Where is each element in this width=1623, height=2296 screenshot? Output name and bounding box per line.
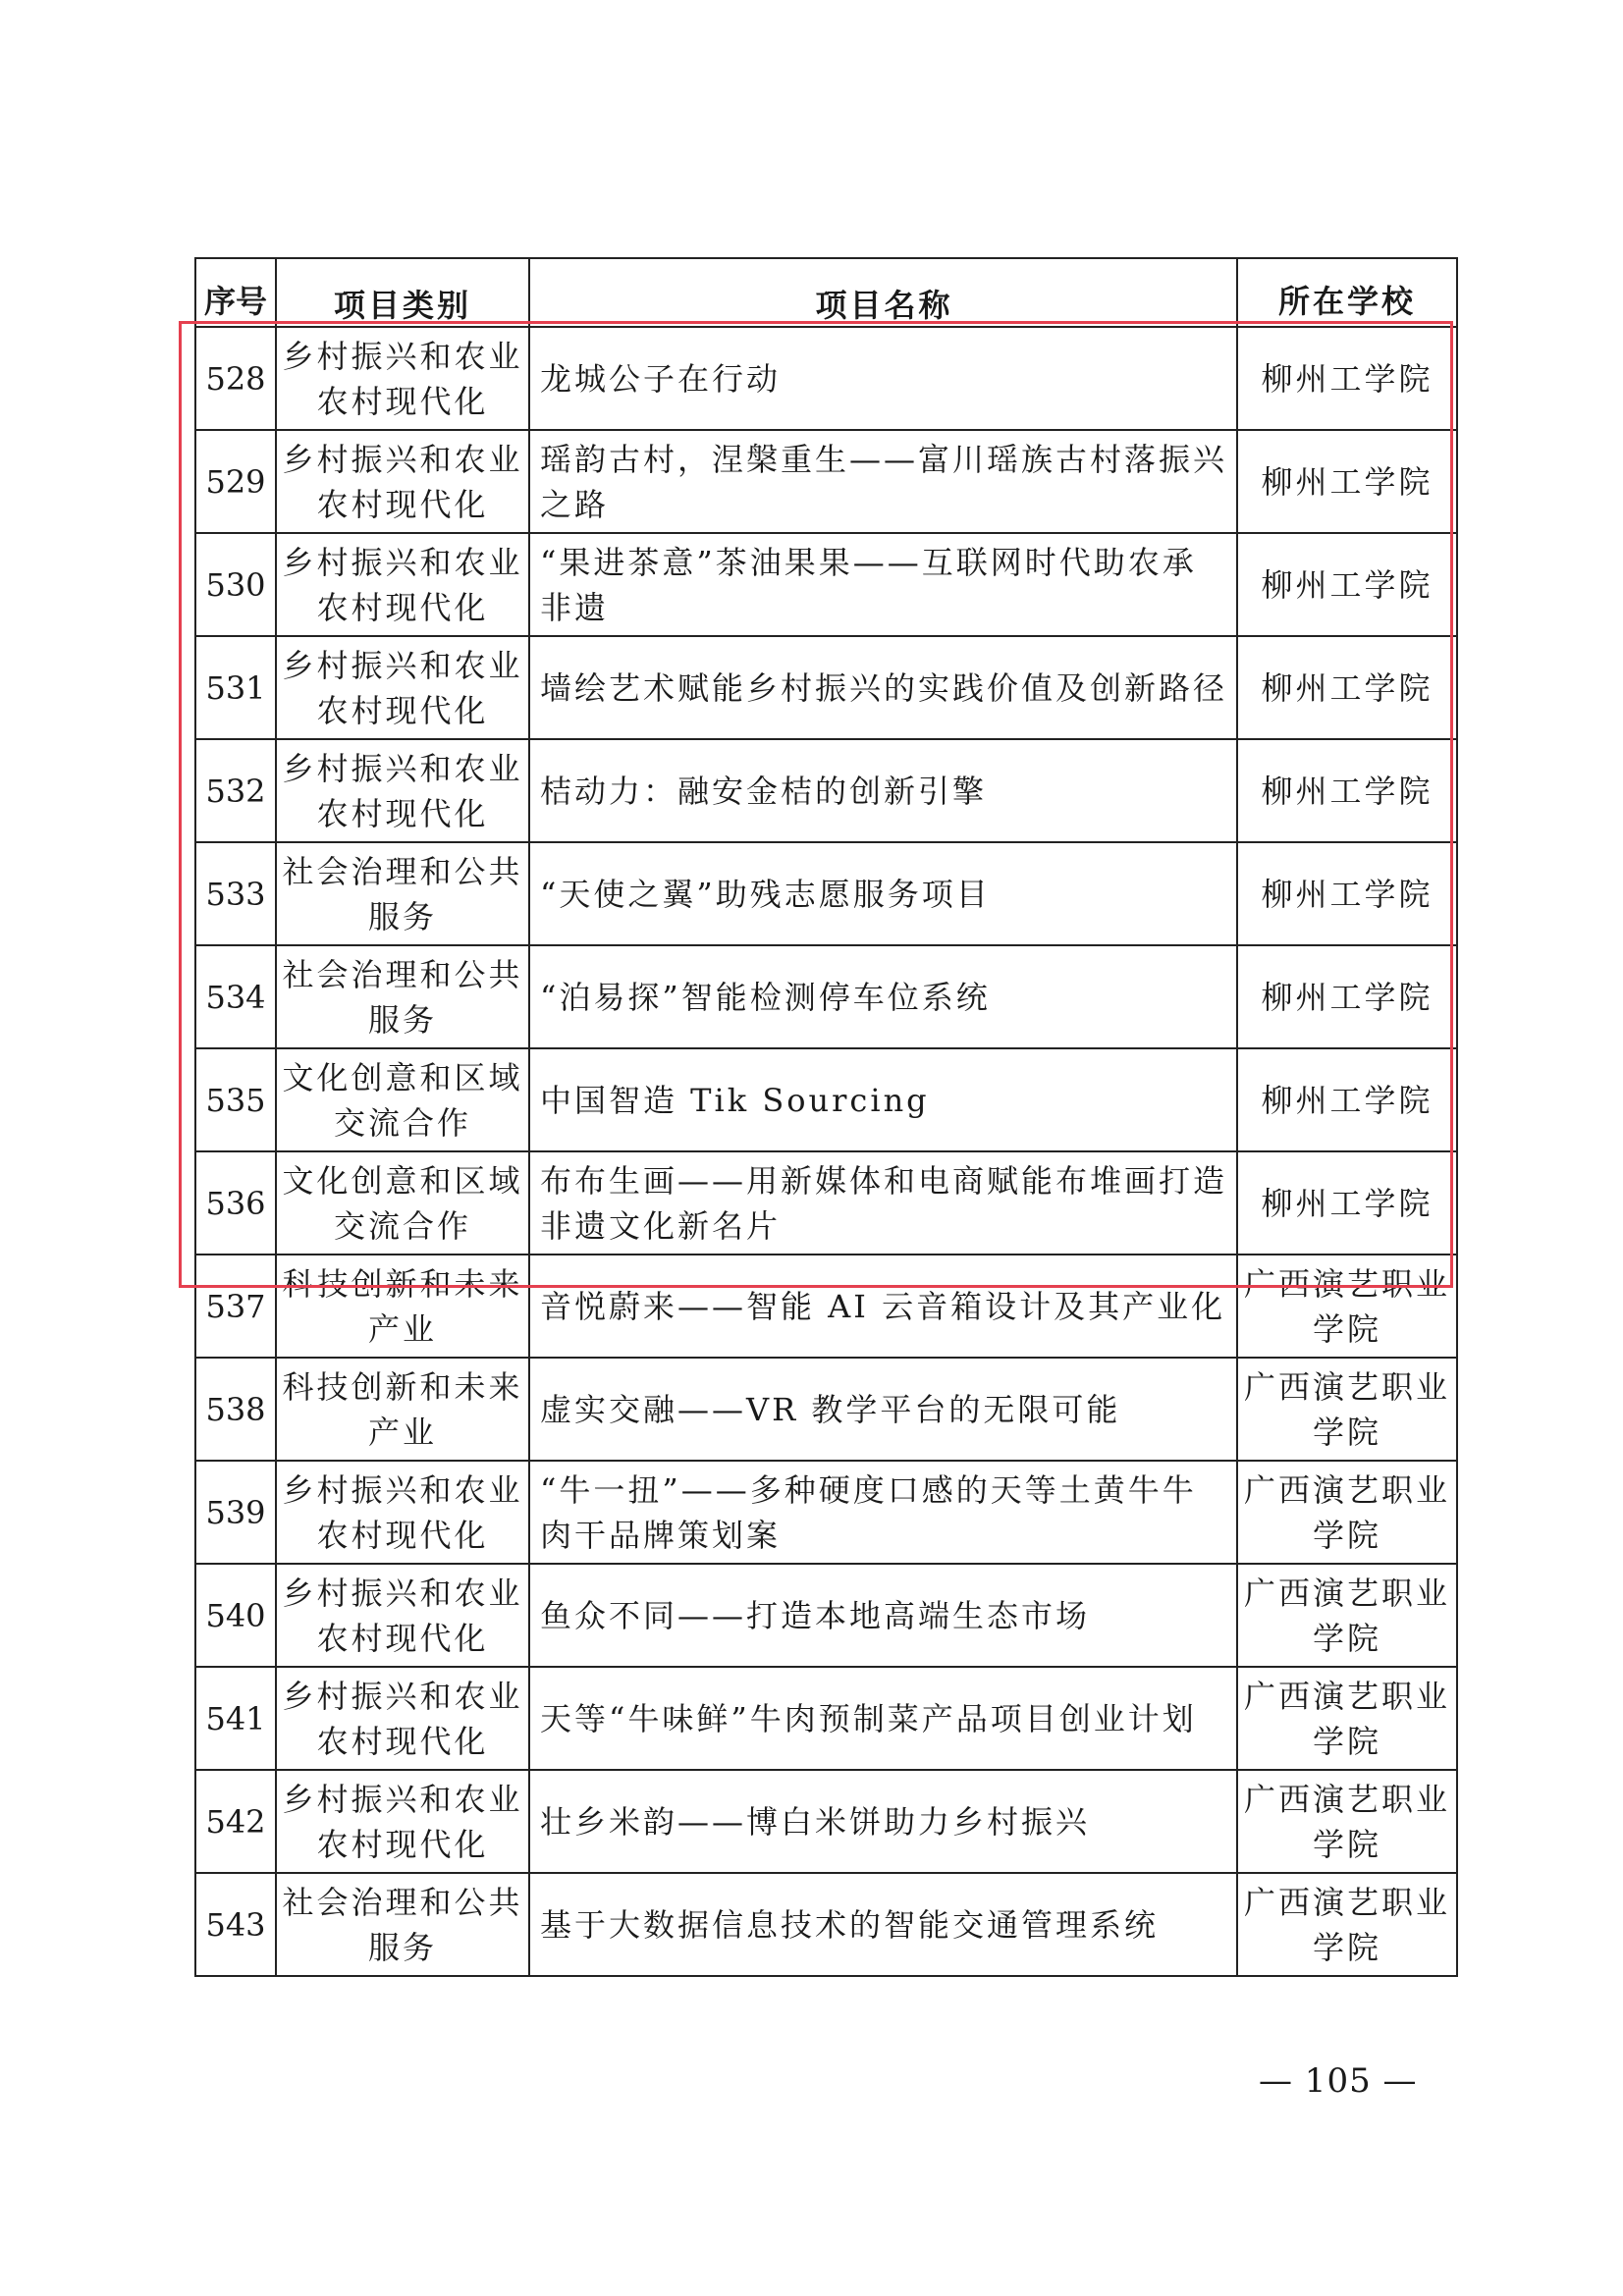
cell-school: 柳州工学院 xyxy=(1237,945,1457,1048)
cell-project-category: 乡村振兴和农业农村现代化 xyxy=(276,636,529,739)
cell-school: 广西演艺职业学院 xyxy=(1237,1667,1457,1770)
cell-project-name: “牛一扭”——多种硬度口感的天等土黄牛牛肉干品牌策划案 xyxy=(529,1461,1237,1564)
cell-project-category: 乡村振兴和农业农村现代化 xyxy=(276,1667,529,1770)
table-row xyxy=(195,1461,1457,1564)
cell-school: 柳州工学院 xyxy=(1237,533,1457,636)
table-header-row xyxy=(195,258,1457,327)
cell-project-category: 乡村振兴和农业农村现代化 xyxy=(276,739,529,842)
cell-serial-number: 530 xyxy=(195,533,276,636)
cell-project-category: 乡村振兴和农业农村现代化 xyxy=(276,1770,529,1873)
cell-project-category: 乡村振兴和农业农村现代化 xyxy=(276,327,529,430)
table-row xyxy=(195,1667,1457,1770)
cell-serial-number: 543 xyxy=(195,1873,276,1976)
table-row xyxy=(195,327,1457,430)
table-row xyxy=(195,1151,1457,1255)
cell-project-name: 龙城公子在行动 xyxy=(529,327,1237,430)
table-row xyxy=(195,1358,1457,1461)
cell-school: 柳州工学院 xyxy=(1237,1048,1457,1151)
cell-project-category: 科技创新和未来产业 xyxy=(276,1358,529,1461)
table-row xyxy=(195,842,1457,945)
header-project-name: 项目名称 xyxy=(529,258,1237,327)
cell-project-category: 社会治理和公共服务 xyxy=(276,842,529,945)
cell-school: 柳州工学院 xyxy=(1237,636,1457,739)
cell-project-name: “泊易探”智能检测停车位系统 xyxy=(529,945,1237,1048)
cell-school: 柳州工学院 xyxy=(1237,327,1457,430)
project-table xyxy=(194,257,1458,1977)
table-row xyxy=(195,430,1457,533)
header-serial-number: 序号 xyxy=(195,258,276,327)
table-row xyxy=(195,945,1457,1048)
cell-serial-number: 536 xyxy=(195,1151,276,1255)
cell-school: 广西演艺职业学院 xyxy=(1237,1873,1457,1976)
cell-project-name: 中国智造 Tik Sourcing xyxy=(529,1048,1237,1151)
cell-serial-number: 531 xyxy=(195,636,276,739)
cell-serial-number: 532 xyxy=(195,739,276,842)
cell-serial-number: 537 xyxy=(195,1255,276,1358)
table-row xyxy=(195,1770,1457,1873)
cell-school: 柳州工学院 xyxy=(1237,739,1457,842)
page-number: — 105 — xyxy=(1259,2061,1418,2101)
cell-project-category: 社会治理和公共服务 xyxy=(276,1873,529,1976)
cell-project-name: 虚实交融——VR 教学平台的无限可能 xyxy=(529,1358,1237,1461)
cell-school: 广西演艺职业学院 xyxy=(1237,1770,1457,1873)
cell-project-name: 音悦蔚来——智能 AI 云音箱设计及其产业化 xyxy=(529,1255,1237,1358)
cell-serial-number: 538 xyxy=(195,1358,276,1461)
cell-project-category: 乡村振兴和农业农村现代化 xyxy=(276,533,529,636)
cell-project-name: 桔动力：融安金桔的创新引擎 xyxy=(529,739,1237,842)
cell-serial-number: 534 xyxy=(195,945,276,1048)
cell-project-name: 基于大数据信息技术的智能交通管理系统 xyxy=(529,1873,1237,1976)
cell-school: 柳州工学院 xyxy=(1237,842,1457,945)
cell-school: 广西演艺职业学院 xyxy=(1237,1255,1457,1358)
cell-project-name: “果进茶意”茶油果果——互联网时代助农承非遗 xyxy=(529,533,1237,636)
cell-project-category: 乡村振兴和农业农村现代化 xyxy=(276,1564,529,1667)
cell-project-category: 文化创意和区域交流合作 xyxy=(276,1048,529,1151)
cell-serial-number: 541 xyxy=(195,1667,276,1770)
cell-school: 广西演艺职业学院 xyxy=(1237,1564,1457,1667)
table-row xyxy=(195,533,1457,636)
cell-serial-number: 540 xyxy=(195,1564,276,1667)
cell-project-name: 墙绘艺术赋能乡村振兴的实践价值及创新路径 xyxy=(529,636,1237,739)
cell-project-category: 乡村振兴和农业农村现代化 xyxy=(276,1461,529,1564)
cell-serial-number: 542 xyxy=(195,1770,276,1873)
cell-school: 广西演艺职业学院 xyxy=(1237,1358,1457,1461)
cell-serial-number: 533 xyxy=(195,842,276,945)
table-row xyxy=(195,739,1457,842)
header-school: 所在学校 xyxy=(1237,258,1457,327)
header-project-category: 项目类别 xyxy=(276,258,529,327)
table-body xyxy=(195,327,1457,1976)
cell-school: 广西演艺职业学院 xyxy=(1237,1461,1457,1564)
table-row xyxy=(195,636,1457,739)
cell-project-name: 天等“牛味鲜”牛肉预制菜产品项目创业计划 xyxy=(529,1667,1237,1770)
cell-school: 柳州工学院 xyxy=(1237,1151,1457,1255)
cell-serial-number: 535 xyxy=(195,1048,276,1151)
table-row xyxy=(195,1255,1457,1358)
cell-project-name: 瑶韵古村，涅槃重生——富川瑶族古村落振兴之路 xyxy=(529,430,1237,533)
cell-serial-number: 528 xyxy=(195,327,276,430)
cell-project-category: 文化创意和区域交流合作 xyxy=(276,1151,529,1255)
cell-project-category: 科技创新和未来产业 xyxy=(276,1255,529,1358)
cell-project-name: 鱼众不同——打造本地高端生态市场 xyxy=(529,1564,1237,1667)
cell-school: 柳州工学院 xyxy=(1237,430,1457,533)
cell-serial-number: 529 xyxy=(195,430,276,533)
cell-project-category: 乡村振兴和农业农村现代化 xyxy=(276,430,529,533)
cell-project-category: 社会治理和公共服务 xyxy=(276,945,529,1048)
cell-project-name: 布布生画——用新媒体和电商赋能布堆画打造非遗文化新名片 xyxy=(529,1151,1237,1255)
cell-serial-number: 539 xyxy=(195,1461,276,1564)
cell-project-name: “天使之翼”助残志愿服务项目 xyxy=(529,842,1237,945)
table-row xyxy=(195,1873,1457,1976)
table-row xyxy=(195,1048,1457,1151)
cell-project-name: 壮乡米韵——博白米饼助力乡村振兴 xyxy=(529,1770,1237,1873)
table-row xyxy=(195,1564,1457,1667)
